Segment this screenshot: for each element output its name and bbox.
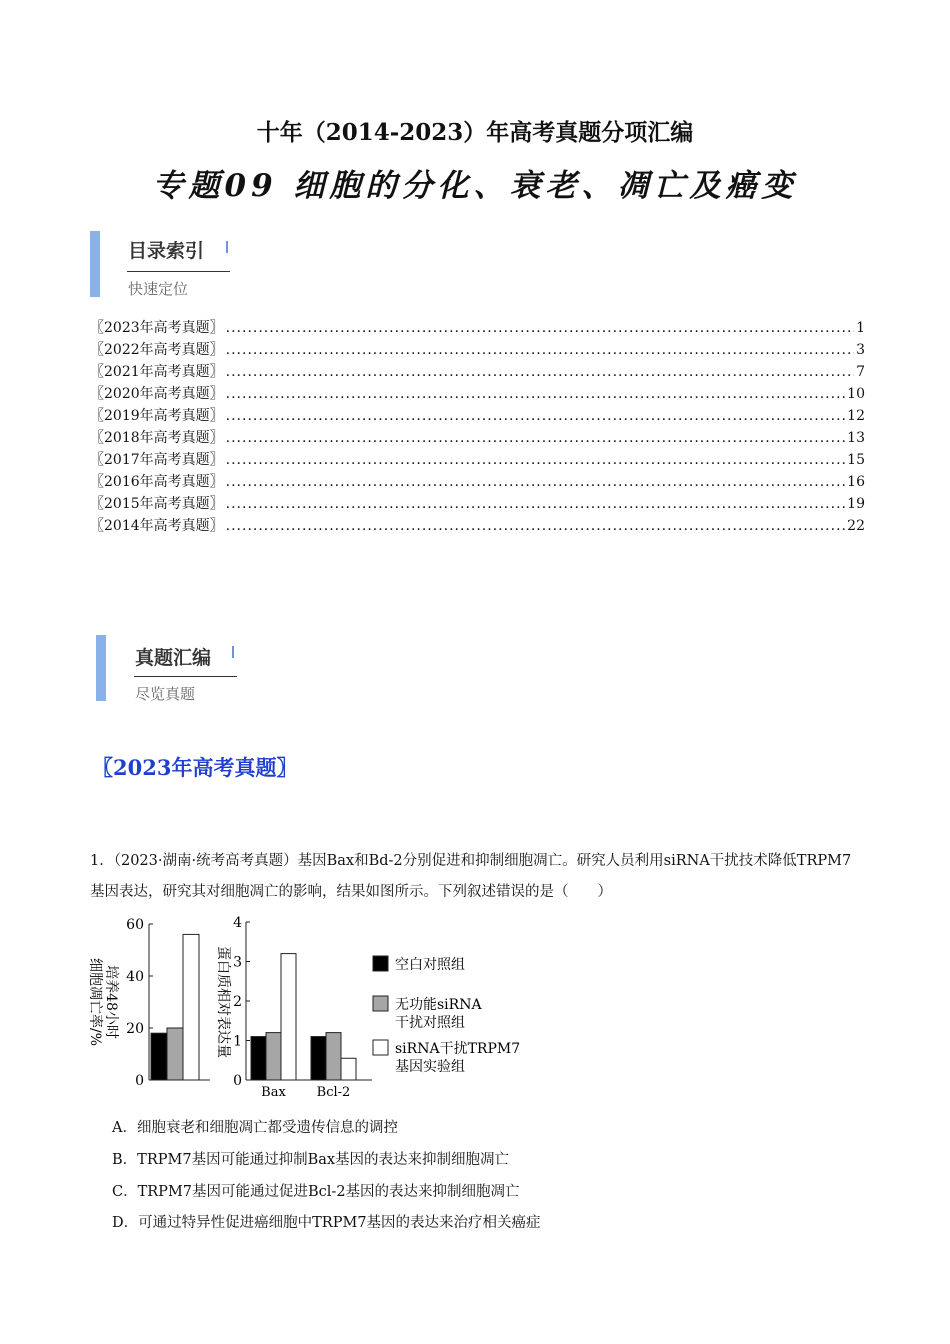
y-tick-label: 20 bbox=[126, 1021, 144, 1037]
legend-label: siRNA干扰TRPM7 bbox=[395, 1041, 521, 1057]
bar bbox=[341, 1058, 356, 1080]
toc-entry[interactable] bbox=[90, 471, 865, 493]
toc-entry[interactable] bbox=[90, 449, 865, 471]
toc-entry[interactable] bbox=[90, 339, 865, 361]
toc-page-number: 3 bbox=[856, 342, 865, 358]
toc-entry[interactable] bbox=[90, 493, 865, 515]
toc-entry-label: 〖2017年高考真题〗 bbox=[90, 452, 224, 468]
legend-label: 空白对照组 bbox=[395, 957, 465, 973]
toc-entry-label: 〖2016年高考真题〗 bbox=[90, 474, 224, 490]
y-tick-label: 1 bbox=[233, 1033, 242, 1050]
x-tick-label: Bcl-2 bbox=[316, 1085, 351, 1100]
chart-protein-expression bbox=[215, 915, 372, 1100]
toc-entry-label: 〖2021年高考真题〗 bbox=[90, 364, 224, 380]
y-tick-label: 0 bbox=[135, 1073, 144, 1089]
toc-entry-label: 〖2014年高考真题〗 bbox=[90, 518, 224, 534]
option-d: D．可通过特异性促进癌细胞中TRPM7基因的表达来治疗相关癌症 bbox=[112, 1215, 541, 1231]
toc-dot-leader bbox=[226, 317, 854, 339]
option-b: B．TRPM7基因可能通过抑制Bax基因的表达来抑制细胞凋亡 bbox=[112, 1152, 510, 1168]
section-divider bbox=[134, 676, 237, 677]
toc-page-number: 19 bbox=[847, 496, 865, 512]
table-of-contents bbox=[90, 317, 865, 537]
toc-dot-leader bbox=[226, 383, 846, 405]
y-tick-label: 2 bbox=[233, 994, 242, 1010]
toc-dot-leader bbox=[226, 405, 846, 427]
toc-entry[interactable] bbox=[90, 317, 865, 339]
section-divider bbox=[127, 271, 230, 272]
toc-dot-leader bbox=[226, 515, 846, 537]
chart-apoptosis-rate bbox=[87, 917, 210, 1089]
toc-dot-leader bbox=[226, 361, 854, 383]
toc-page-number: 13 bbox=[847, 430, 865, 446]
legend-swatch bbox=[373, 996, 388, 1011]
toc-entry-label: 〖2019年高考真题〗 bbox=[90, 408, 224, 424]
section-tick-mark bbox=[226, 241, 228, 253]
chart-legend bbox=[373, 956, 520, 1075]
x-tick-label: Bax bbox=[261, 1085, 286, 1100]
question-figure bbox=[85, 912, 535, 1102]
bar bbox=[281, 954, 296, 1080]
section-title: 真题汇编 bbox=[135, 647, 212, 669]
toc-entry-label: 〖2018年高考真题〗 bbox=[90, 430, 224, 446]
option-c: C．TRPM7基因可能通过促进Bcl-2基因的表达来抑制细胞凋亡 bbox=[112, 1184, 520, 1200]
toc-page-number: 7 bbox=[856, 364, 865, 380]
toc-dot-leader bbox=[226, 449, 846, 471]
bar bbox=[167, 1028, 183, 1080]
toc-page-number: 22 bbox=[847, 518, 865, 534]
toc-entry-label: 〖2020年高考真题〗 bbox=[90, 386, 224, 402]
section-accent-bar bbox=[90, 231, 100, 297]
y-tick-label: 4 bbox=[233, 915, 242, 931]
bar bbox=[183, 934, 199, 1080]
toc-entry[interactable] bbox=[90, 515, 865, 537]
y-axis-label: 培养48小时 bbox=[103, 965, 119, 1039]
section-subtitle: 尽览真题 bbox=[135, 685, 196, 703]
y-axis-label: 细胞凋亡率/% bbox=[87, 957, 103, 1047]
section-accent-bar bbox=[96, 635, 106, 701]
year-heading: 〖2023年高考真题〗 bbox=[92, 755, 298, 780]
toc-entry[interactable] bbox=[90, 383, 865, 405]
bar bbox=[266, 1033, 281, 1080]
toc-entry-label: 〖2023年高考真题〗 bbox=[90, 320, 224, 336]
bar bbox=[251, 1037, 266, 1080]
toc-entry[interactable] bbox=[90, 405, 865, 427]
page-title: 十年（2014-2023）年高考真题分项汇编 bbox=[256, 119, 694, 146]
section-tick-mark bbox=[232, 646, 234, 658]
legend-swatch bbox=[373, 1040, 388, 1055]
section-title: 目录索引 bbox=[128, 240, 205, 262]
toc-page-number: 1 bbox=[856, 320, 865, 336]
toc-dot-leader bbox=[226, 471, 846, 493]
section-subtitle: 快速定位 bbox=[128, 280, 189, 298]
y-axis-label: 蛋白质相对表达量 bbox=[215, 946, 231, 1058]
legend-label: 基因实验组 bbox=[395, 1059, 465, 1075]
toc-entry[interactable] bbox=[90, 361, 865, 383]
toc-entry-label: 〖2015年高考真题〗 bbox=[90, 496, 224, 512]
toc-page-number: 12 bbox=[847, 408, 865, 424]
bar bbox=[151, 1033, 167, 1080]
toc-page-number: 15 bbox=[847, 452, 865, 468]
toc-page-number: 10 bbox=[847, 386, 865, 402]
y-tick-label: 0 bbox=[233, 1073, 242, 1089]
toc-entry[interactable] bbox=[90, 427, 865, 449]
y-tick-label: 3 bbox=[233, 954, 242, 971]
toc-dot-leader bbox=[226, 427, 846, 449]
bar bbox=[311, 1037, 326, 1080]
toc-page-number: 16 bbox=[847, 474, 865, 490]
question-stem: 1．（2023·湖南·统考高考真题）基因Bax和Bd-2分别促进和抑制细胞凋亡。研究人员利用siRNA干扰技术降低TRPM7基因表达，研究其对细胞凋亡的影响，结果如图所示。下列叙述错误的是（ ） bbox=[90, 853, 852, 900]
option-a: A．细胞衰老和细胞凋亡都受遗传信息的调控 bbox=[112, 1120, 398, 1136]
bar bbox=[326, 1033, 341, 1080]
toc-entry-label: 〖2022年高考真题〗 bbox=[90, 342, 224, 358]
topic-title: 专题09 细胞的分化、衰老、凋亡及癌变 bbox=[152, 168, 798, 204]
legend-label: 无功能siRNA bbox=[395, 997, 482, 1013]
y-tick-label: 40 bbox=[126, 969, 144, 985]
toc-dot-leader bbox=[226, 339, 854, 361]
toc-dot-leader bbox=[226, 493, 846, 515]
legend-swatch bbox=[373, 956, 388, 971]
y-tick-label: 60 bbox=[126, 917, 144, 933]
legend-label: 干扰对照组 bbox=[395, 1015, 465, 1031]
